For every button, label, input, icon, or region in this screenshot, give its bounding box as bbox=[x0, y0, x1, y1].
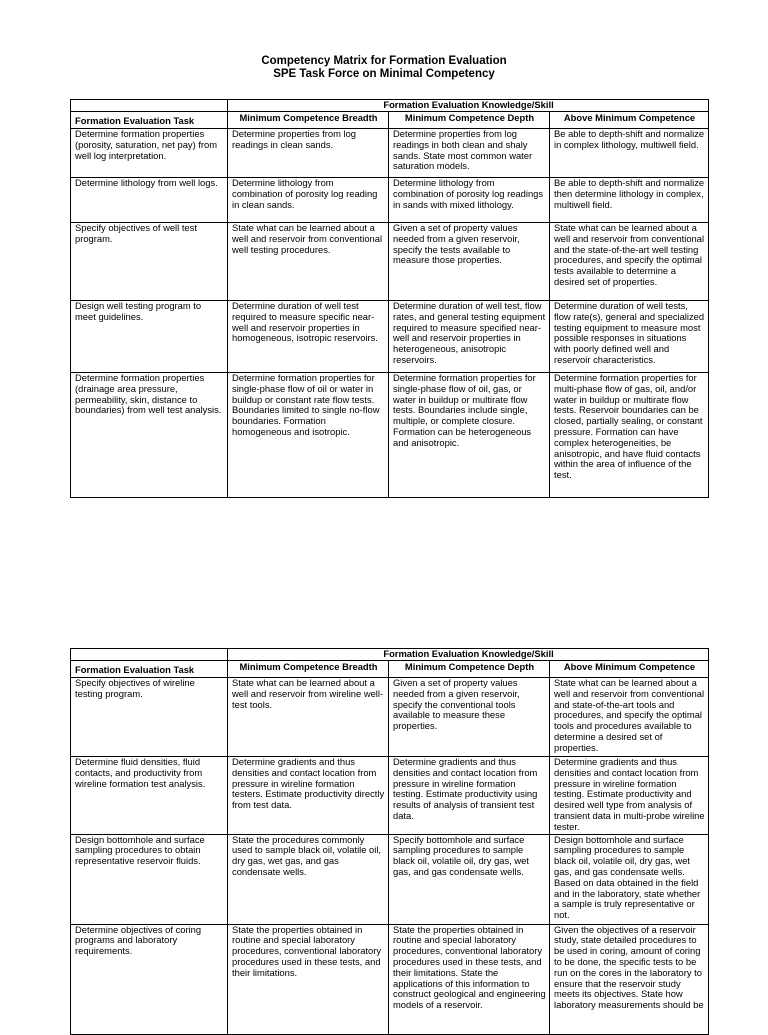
depth-cell: Determine lithology from combination of porosity log readings in sands with mixed lithology. bbox=[389, 178, 550, 223]
table-row bbox=[71, 301, 709, 373]
above-cell: Determine formation properties for multi-phase flow of gas, oil, and/or water in buildup or multirate flow tests. Reservoir boundaries can be closed, partially sealing, or constant pressure. Formation can have complex heterogeneities, be anisotropic, and have fluid contacts within the area of influence of the test. bbox=[550, 373, 709, 498]
header-blank-cell bbox=[71, 100, 228, 112]
depth-cell: Determine duration of well test, flow rates, and general testing equipment required to measure specified near-well and reservoir properties in heterogeneous, anisotropic reservoirs. bbox=[389, 301, 550, 373]
task-cell: Design bottomhole and surface sampling procedures to obtain representative reservoir fluids. bbox=[71, 834, 228, 924]
breadth-cell: State what can be learned about a well and reservoir from conventional well testing procedures. bbox=[228, 223, 389, 301]
table-column-header-row bbox=[71, 112, 709, 129]
above-cell: State what can be learned about a well and reservoir from conventional and state-of-the-art tools and procedures, and specify the optimal tools and procedures available to determine a desired set of properties. bbox=[550, 678, 709, 757]
table-row bbox=[71, 757, 709, 835]
competency-table-2 bbox=[70, 648, 709, 1035]
above-cell: State what can be learned about a well and reservoir from conventional and the state-of-the-art well testing procedures, and specify the optimal tests available to determine a desired set of properties. bbox=[550, 223, 709, 301]
column-header-depth: Minimum Competence Depth bbox=[389, 661, 550, 678]
task-cell: Specify objectives of well test program. bbox=[71, 223, 228, 301]
table-row bbox=[71, 834, 709, 924]
above-cell: Determine duration of well tests, flow rate(s), general and specialized testing equipment to measure most possible responses in situations with poorly defined well and reservoir characteristics. bbox=[550, 301, 709, 373]
breadth-cell: Determine gradients and thus densities and contact location from pressure in wireline formation testers. Estimate productivity directly from test data. bbox=[228, 757, 389, 835]
breadth-cell: State the procedures commonly used to sample black oil, volatile oil, dry gas, wet gas, and gas condensate wells. bbox=[228, 834, 389, 924]
above-cell: Determine gradients and thus densities and contact location from pressure in wireline formation testing. Estimate productivity and desired well type from analysis of transient data in multi-probe wireline tester. bbox=[550, 757, 709, 835]
breadth-cell: State the properties obtained in routine and special laboratory procedures, conventional laboratory procedures used in these tests, and their limitations. bbox=[228, 924, 389, 1034]
column-header-depth: Minimum Competence Depth bbox=[389, 112, 550, 129]
column-header-breadth: Minimum Competence Breadth bbox=[228, 661, 389, 678]
table-column-header-row bbox=[71, 661, 709, 678]
breadth-cell: Determine formation properties for single-phase flow of oil or water in buildup or constant rate flow tests. Boundaries limited to single no-flow boundaries. Formation homogeneous and isotropic. bbox=[228, 373, 389, 498]
group-header: Formation Evaluation Knowledge/Skill bbox=[228, 649, 709, 661]
task-cell: Specify objectives of wireline testing program. bbox=[71, 678, 228, 757]
table-row bbox=[71, 373, 709, 498]
task-cell: Determine objectives of coring programs and laboratory requirements. bbox=[71, 924, 228, 1034]
breadth-cell: Determine lithology from combination of porosity log reading in clean sands. bbox=[228, 178, 389, 223]
breadth-cell: State what can be learned about a well and reservoir from wireline well-test tools. bbox=[228, 678, 389, 757]
depth-cell: Given a set of property values needed from a given reservoir, specify the tests available to measure those properties. bbox=[389, 223, 550, 301]
above-cell: Design bottomhole and surface sampling procedures to sample black oil, volatile oil, dry gas, wet gas, and gas condensate wells. Based on data obtained in the field and in the laboratory, state whether a sample is truly representative or not. bbox=[550, 834, 709, 924]
depth-cell: State the properties obtained in routine and special laboratory procedures, conventional laboratory procedures used in these tests, and their limitations. State the applications of this information to construct geological and engineering models of a reservoir. bbox=[389, 924, 550, 1034]
table-group-header-row bbox=[71, 649, 709, 661]
above-cell: Given the objectives of a reservoir study, state detailed procedures to be used in coring, amount of coring to be done, the specific tests to be run on the cores in the laboratory to ensure that the reservoir study meets its objectives. State how laboratory measurements should be bbox=[550, 924, 709, 1034]
breadth-cell: Determine duration of well test required to measure specific near-well and reservoir properties in homogeneous, isotropic reservoirs. bbox=[228, 301, 389, 373]
table-row bbox=[71, 678, 709, 757]
title-line-1: Competency Matrix for Formation Evaluation bbox=[261, 55, 507, 67]
depth-cell: Determine formation properties for single-phase flow of oil, gas, or water in buildup or multirate flow tests. Boundaries include single, multiple, or complete closure. Formation can be heterogeneous and anisotropic. bbox=[389, 373, 550, 498]
table-group-header-row bbox=[71, 100, 709, 112]
document-title bbox=[0, 55, 768, 81]
table-row bbox=[71, 223, 709, 301]
breadth-cell: Determine properties from log readings in clean sands. bbox=[228, 129, 389, 178]
column-header-task: Formation Evaluation Task bbox=[71, 112, 228, 129]
competency-table-1 bbox=[70, 99, 709, 498]
title-line-2: SPE Task Force on Minimal Competency bbox=[273, 68, 495, 80]
group-header: Formation Evaluation Knowledge/Skill bbox=[228, 100, 709, 112]
column-header-breadth: Minimum Competence Breadth bbox=[228, 112, 389, 129]
depth-cell: Given a set of property values needed from a given reservoir, specify the conventional tools available to measure these properties. bbox=[389, 678, 550, 757]
column-header-task: Formation Evaluation Task bbox=[71, 661, 228, 678]
table-row bbox=[71, 129, 709, 178]
task-cell: Determine lithology from well logs. bbox=[71, 178, 228, 223]
task-cell: Determine formation properties (drainage area pressure, permeability, skin, distance to boundaries) from well test analysis. bbox=[71, 373, 228, 498]
task-cell: Design well testing program to meet guidelines. bbox=[71, 301, 228, 373]
column-header-above: Above Minimum Competence bbox=[550, 112, 709, 129]
table-row bbox=[71, 178, 709, 223]
table-row bbox=[71, 924, 709, 1034]
depth-cell: Determine gradients and thus densities and contact location from pressure in wireline formation testing. Estimate productivity using results of analysis of transient test data. bbox=[389, 757, 550, 835]
depth-cell: Specify bottomhole and surface sampling procedures to sample black oil, volatile oil, dry gas, wet gas, and gas condensate wells. bbox=[389, 834, 550, 924]
above-cell: Be able to depth-shift and normalize then determine lithology in complex, multiwell field. bbox=[550, 178, 709, 223]
depth-cell: Determine properties from log readings in both clean and shaly sands. State most common water saturation models. bbox=[389, 129, 550, 178]
header-blank-cell bbox=[71, 649, 228, 661]
task-cell: Determine fluid densities, fluid contacts, and productivity from wireline formation test analysis. bbox=[71, 757, 228, 835]
column-header-above: Above Minimum Competence bbox=[550, 661, 709, 678]
task-cell: Determine formation properties (porosity, saturation, net pay) from well log interpretation. bbox=[71, 129, 228, 178]
above-cell: Be able to depth-shift and normalize in complex lithology, multiwell field. bbox=[550, 129, 709, 178]
